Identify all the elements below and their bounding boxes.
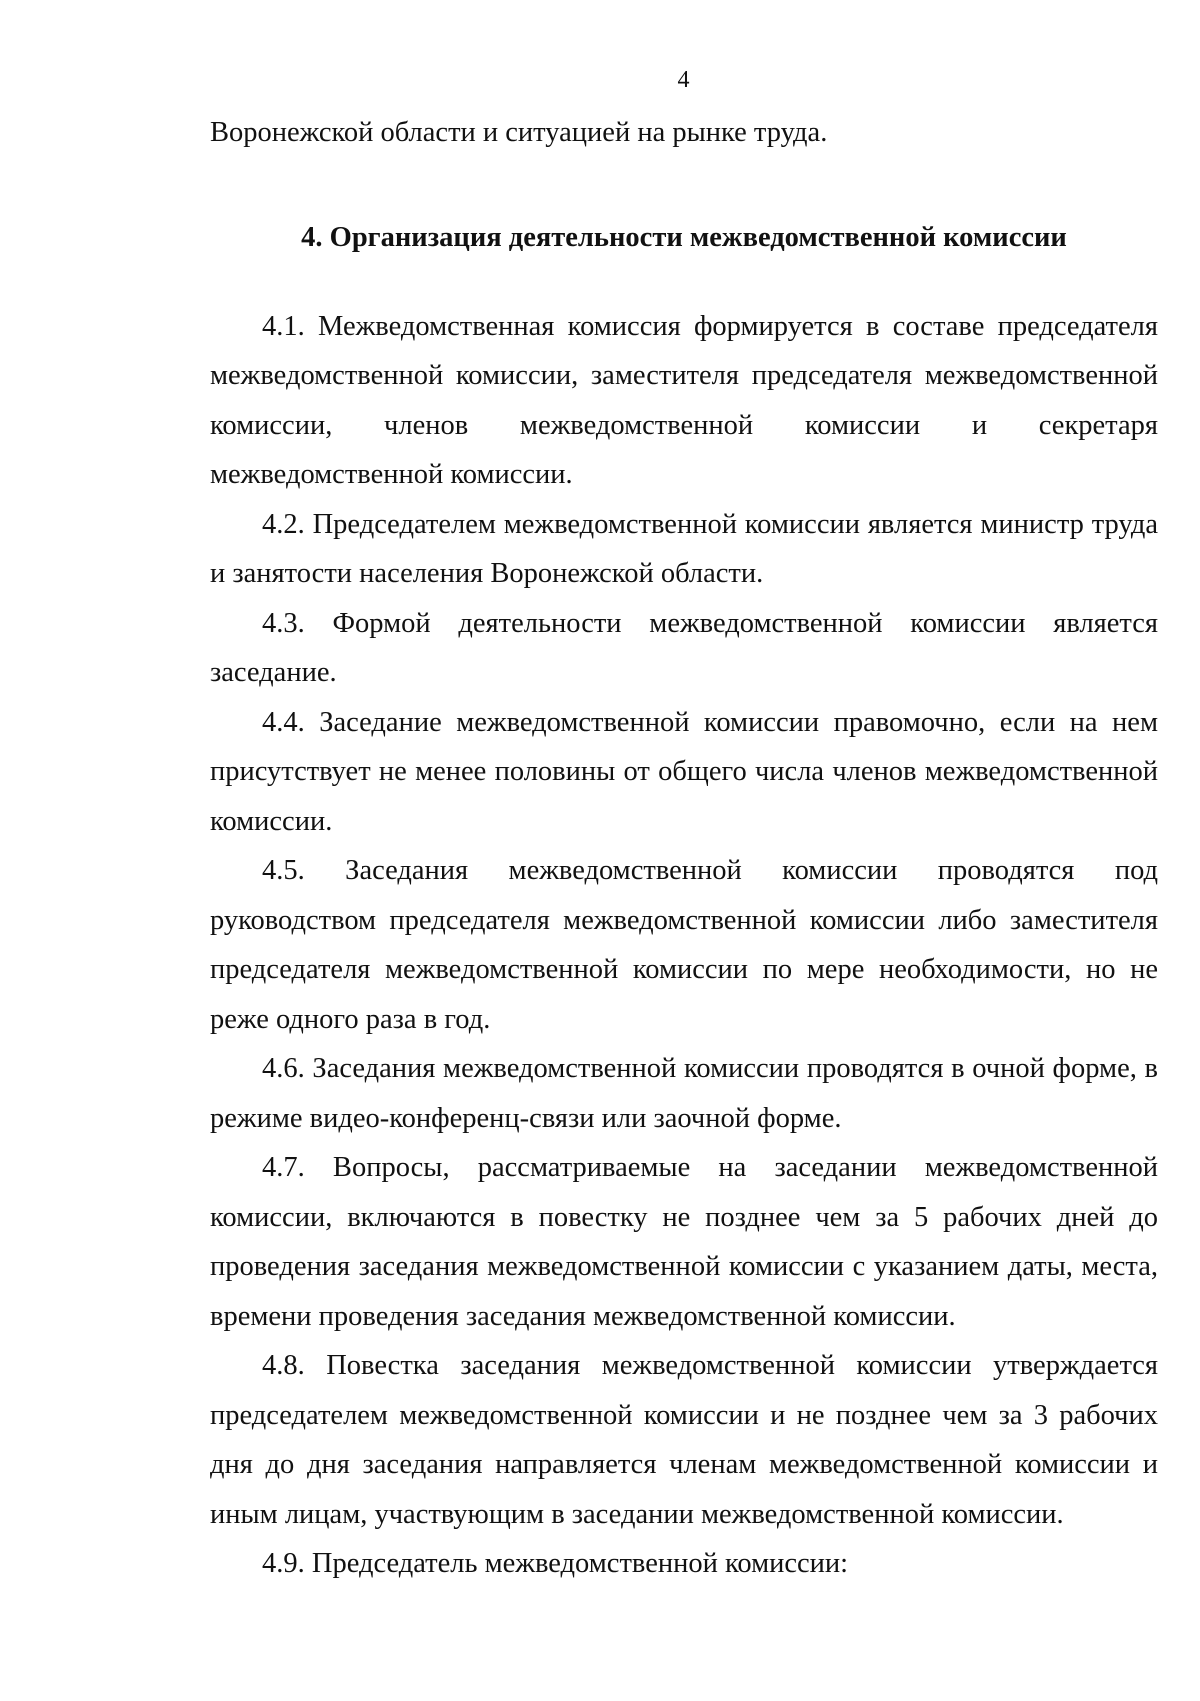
paragraph-4-6: 4.6. Заседания межведомственной комиссии проводятся в очной форме, в режиме видео-конференц-связи или заочной форме. <box>210 1053 1158 1134</box>
paragraph-4-2: 4.2. Председателем межведомственной комиссии является министр труда и занятости населения Воронежской области. <box>210 508 1158 589</box>
paragraph-4-3: 4.3. Формой деятельности межведомственной комиссии является заседание. <box>210 607 1158 688</box>
document-body <box>210 108 1158 1589</box>
continuation-text: Воронежской области и ситуацией на рынке труда. <box>210 117 828 148</box>
page-number: 4 <box>677 67 690 93</box>
paragraph-4-9: 4.9. Председатель межведомственной комиссии: <box>262 1548 849 1579</box>
section-heading: 4. Организация деятельности межведомственной комиссии <box>301 221 1067 253</box>
paragraph-4-7: 4.7. Вопросы, рассматриваемые на заседании межведомственной комиссии, включаются в повестку не позднее чем за 5 рабочих дней до проведения заседания межведомственной комиссии с указанием даты, места, времени проведения заседания межведомственной комиссии. <box>210 1152 1158 1332</box>
paragraph-4-1: 4.1. Межведомственная комиссия формируется в составе председателя межведомственной комиссии, заместителя председателя межведомственной комиссии, членов межведомственной комиссии и секретаря межведомственной комиссии. <box>210 310 1158 490</box>
paragraph-4-4: 4.4. Заседание межведомственной комиссии правомочно, если на нем присутствует не менее половины от общего числа членов межведомственной комиссии. <box>210 706 1158 837</box>
paragraph-4-5: 4.5. Заседания межведомственной комиссии проводятся под руководством председателя межведомственной комиссии либо заместителя председателя межведомственной комиссии по мере необходимости, но не реже одного раза в год. <box>210 855 1158 1035</box>
paragraph-4-8: 4.8. Повестка заседания межведомственной комиссии утверждается председателем межведомственной комиссии и не позднее чем за 3 рабочих дня до дня заседания направляется членам межведомственной комиссии и иным лицам, участвующим в заседании межведомственной комиссии. <box>210 1350 1158 1530</box>
